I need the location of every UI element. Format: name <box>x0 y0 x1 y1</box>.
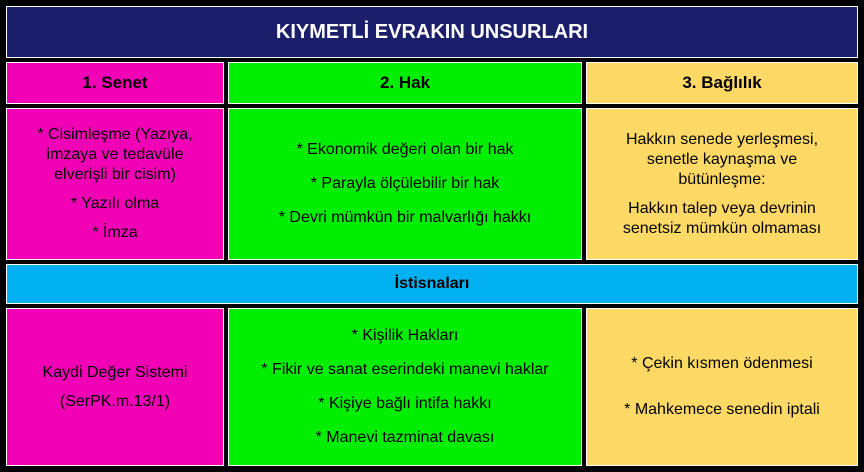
header-baglilik: 3. Bağlılık <box>586 62 858 104</box>
baglilik-item-5: senetsiz mümkün olmaması <box>622 219 822 237</box>
hak-item-parayla: * Parayla ölçülebilir bir hak <box>310 175 500 192</box>
header-senet: 1. Senet <box>6 62 224 104</box>
senet-item-cisimlesme-3: elverişli bir cisim) <box>54 166 176 183</box>
senet-exception-2: (SerPK.m.13/1) <box>59 392 171 410</box>
senet-item-cisimlesme-1: * Cisimleşme (Yazıya, <box>37 126 193 143</box>
baglilik-exceptions <box>586 308 858 466</box>
senet-exception-1: Kaydi Değer Sistemi <box>42 363 188 381</box>
hak-elements <box>228 108 582 260</box>
baglilik-item-4: Hakkın talep veya devrinin <box>628 199 816 217</box>
senet-exceptions <box>6 308 224 466</box>
hak-exception-4: * Manevi tazminat davası <box>315 429 495 446</box>
hak-exceptions <box>228 308 582 466</box>
baglilik-exception-1: * Çekin kısmen ödenmesi <box>631 355 813 372</box>
hak-exception-2: * Fikir ve sanat eserindeki manevi haklar <box>261 361 549 378</box>
hak-exception-3: * Kişiye bağlı intifa hakkı <box>318 395 492 412</box>
hak-item-ekonomik: * Ekonomik değeri olan bir hak <box>296 141 514 158</box>
senet-item-yazili: * Yazılı olma <box>70 195 160 212</box>
senet-elements <box>6 108 224 260</box>
baglilik-elements <box>586 108 858 260</box>
senet-item-cisimlesme-2: imzaya ve tedavüle <box>46 146 184 163</box>
header-hak: 2. Hak <box>228 62 582 104</box>
diagram-title: KIYMETLİ EVRAKIN UNSURLARI <box>6 6 858 58</box>
hak-exception-1: * Kişilik Hakları <box>351 327 459 344</box>
baglilik-item-2: senetle kaynaşma ve <box>646 150 798 168</box>
senet-item-imza: * İmza <box>92 224 138 241</box>
baglilik-item-1: Hakkın senede yerleşmesi, <box>625 130 819 148</box>
baglilik-item-3: bütünleşme: <box>678 170 766 188</box>
hak-item-devri: * Devri mümkün bir malvarlığı hakkı <box>278 209 532 226</box>
exceptions-header: İstisnaları <box>6 264 858 304</box>
baglilik-exception-2: * Mahkemece senedin iptali <box>624 401 820 418</box>
